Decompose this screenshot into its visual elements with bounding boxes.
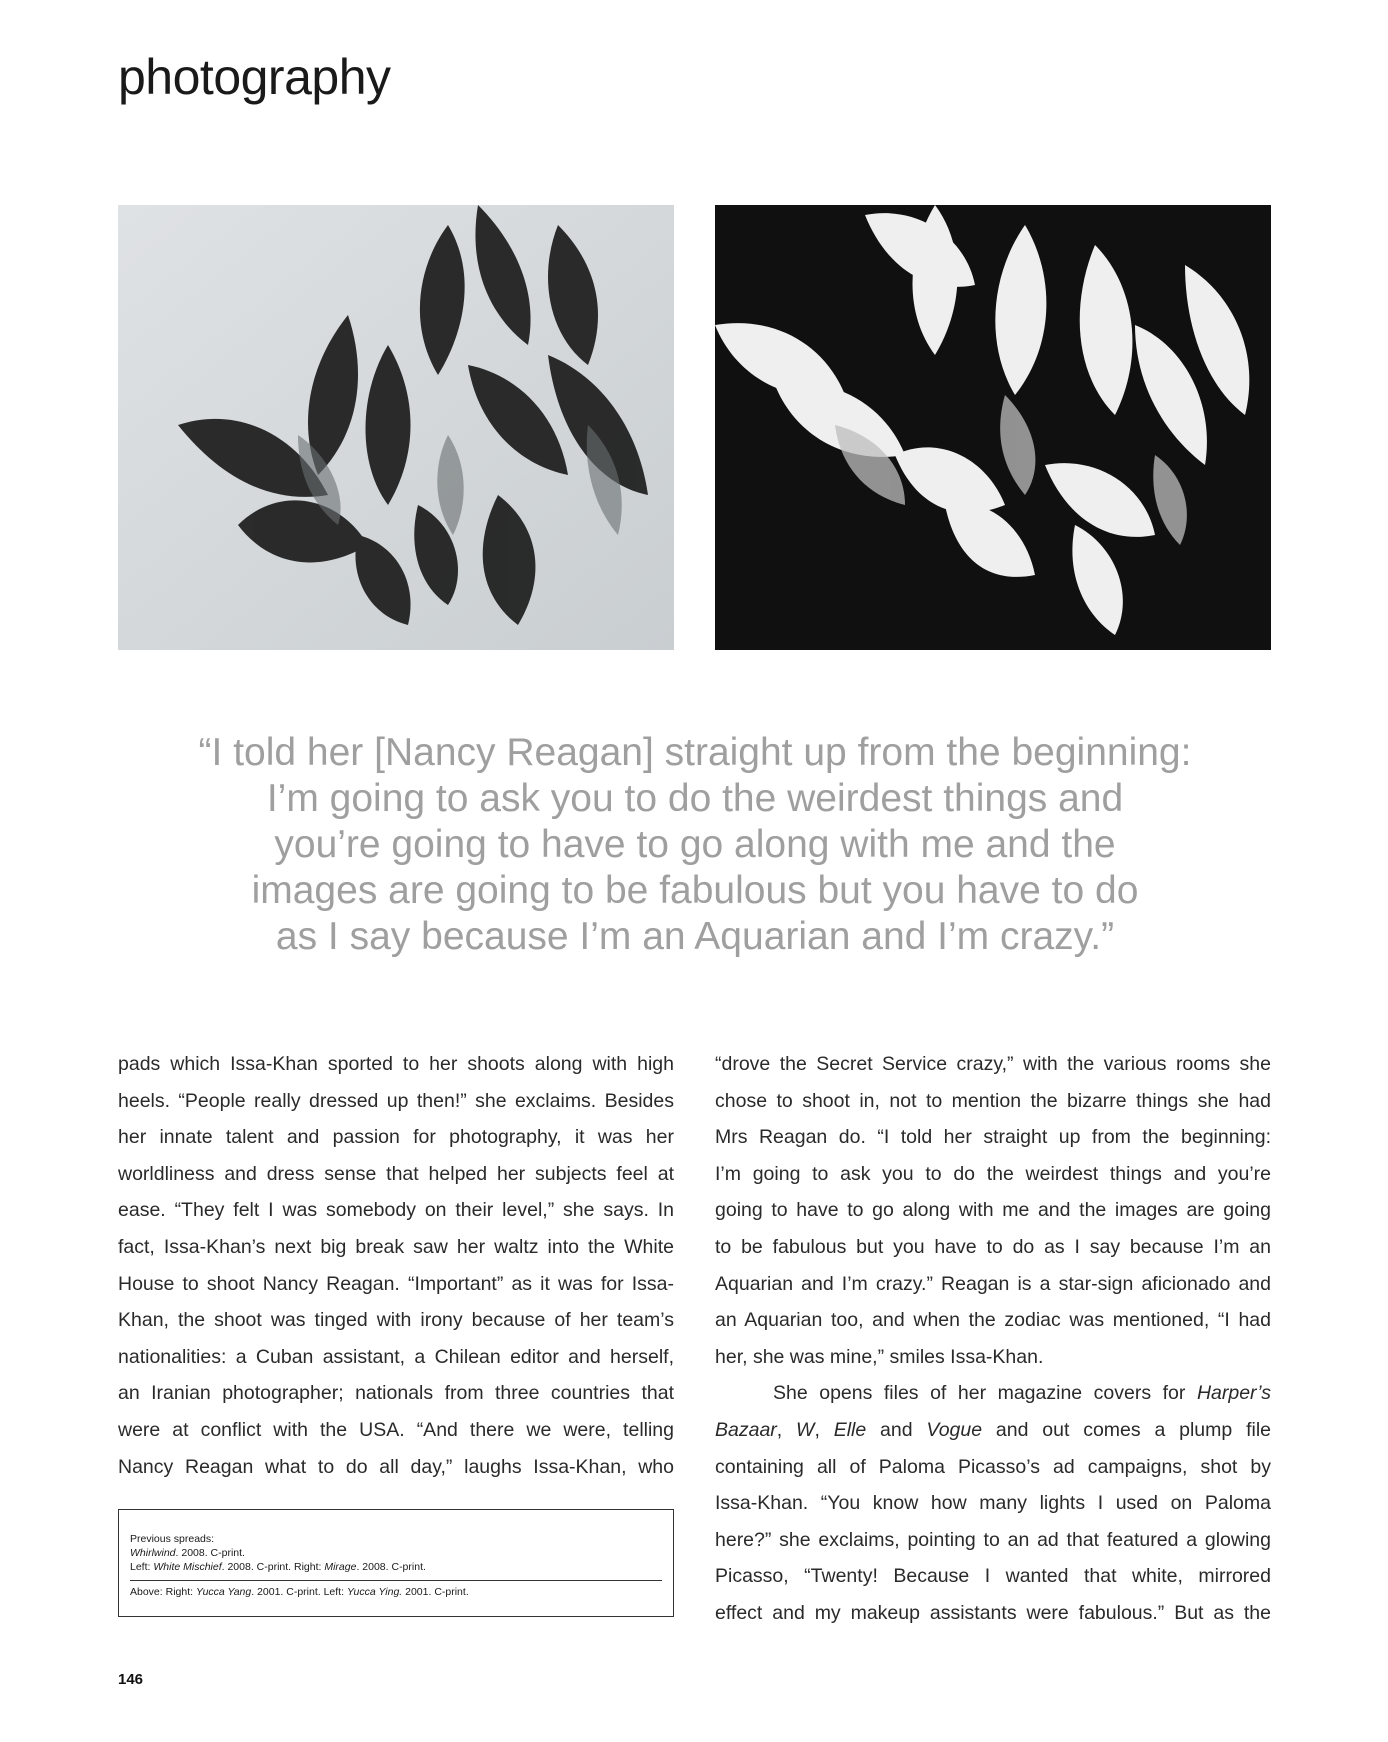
text-run: She opens files of her magazine covers for	[773, 1382, 1197, 1405]
body-text-line: Mrs Reagan do. “I told her straight up from the beginning:	[715, 1126, 1271, 1149]
text-run: Left:	[130, 1561, 154, 1573]
body-text-line: going to have to go along with me and the images are going	[715, 1199, 1271, 1222]
magazine-title: Bazaar	[715, 1418, 777, 1441]
artwork-title: Yucca Yang	[195, 1586, 252, 1598]
body-text-line: were at conflict with the USA. “And there we were, telling	[118, 1418, 674, 1441]
text-run: . 2008. C-print.	[175, 1547, 245, 1559]
body-text-line: an Aquarian too, and when the zodiac was mentioned, “I had	[715, 1309, 1271, 1332]
text-run: . 2008. C-print.	[356, 1561, 426, 1573]
text-run: Above: Right:	[130, 1586, 196, 1598]
text-run: ,	[814, 1418, 834, 1441]
caption-heading: Previous spreads:	[130, 1533, 215, 1545]
body-text-line: to be fabulous but you have to do as I say because I’m an	[715, 1235, 1271, 1258]
text-run: . 2001. C-print. Left:	[251, 1586, 347, 1598]
body-column-left	[118, 1046, 674, 1485]
body-text-line: heels. “People really dressed up then!” she exclaims. Besides	[118, 1089, 674, 1112]
body-text-line: effect and my makeup assistants were fabulous.” But as the	[715, 1601, 1271, 1624]
body-text-line: Khan, the shoot was tinged with irony because of her team’s	[118, 1309, 674, 1332]
pull-quote-line: “I told her [Nancy Reagan] straight up from the beginning:	[198, 731, 1192, 774]
artwork-title: Mirage	[324, 1561, 357, 1573]
body-text-line: Nancy Reagan what to do all day,” laughs Issa-Khan, who	[118, 1455, 674, 1478]
caption-line	[130, 1560, 662, 1574]
pull-quote-line: images are going to be fabulous but you have to do	[251, 869, 1139, 912]
pull-quote-line: I’m going to ask you to do the weirdest things and	[266, 777, 1124, 820]
body-text-line: her, she was mine,” smiles Issa-Khan.	[715, 1345, 1044, 1368]
flower-photo-left	[118, 205, 674, 650]
magazine-title: W	[796, 1418, 815, 1441]
body-text-line: containing all of Paloma Picasso’s ad campaigns, shot by	[715, 1455, 1271, 1478]
text-run: and out comes a plump file	[982, 1418, 1271, 1441]
artwork-title: Whirlwind	[130, 1547, 176, 1559]
pull-quote	[150, 730, 1240, 960]
body-text-line: “drove the Secret Service crazy,” with the various rooms she	[715, 1053, 1271, 1075]
body-text-line: an Iranian photographer; nationals from three countries that	[118, 1382, 674, 1405]
body-text-line: fact, Issa-Khan’s next big break saw her waltz into the White	[118, 1235, 674, 1258]
body-text-line: here?” she exclaims, pointing to an ad that featured a glowing	[715, 1528, 1271, 1551]
artwork-title: White Mischief	[153, 1561, 222, 1573]
text-run: and	[866, 1418, 927, 1441]
flower-photo-left-icon	[118, 205, 674, 650]
section-title: photography	[118, 49, 391, 105]
body-text-line: nationalities: a Cuban assistant, a Chilean editor and herself,	[118, 1345, 674, 1368]
body-text-line	[715, 1375, 1271, 1412]
body-text-line: pads which Issa-Khan sported to her shoots along with high	[118, 1053, 674, 1075]
artwork-title: Yucca Ying.	[346, 1586, 403, 1598]
text-run: . 2008. C-print. Right:	[221, 1561, 325, 1573]
magazine-title: Harper’s	[1196, 1382, 1271, 1405]
text-run: ,	[776, 1418, 797, 1441]
body-text-line: Issa-Khan. “You know how many lights I used on Paloma	[715, 1492, 1271, 1515]
pull-quote-line: as I say because I’m an Aquarian and I’m crazy.”	[275, 915, 1115, 958]
body-text-line	[715, 1412, 1271, 1449]
magazine-title: Elle	[833, 1418, 867, 1441]
flower-photo-right	[715, 205, 1271, 650]
text-run: 2001. C-print.	[402, 1586, 469, 1598]
body-text-line: I’m going to ask you to do the weirdest things and you’re	[715, 1162, 1271, 1185]
body-column-right	[715, 1046, 1271, 1632]
pull-quote-line: you’re going to have to go along with me and the	[274, 823, 1116, 866]
body-text-line: worldliness and dress sense that helped her subjects feel at	[118, 1162, 674, 1185]
body-text-line: ease. “They felt I was somebody on their level,” she says. In	[118, 1199, 674, 1222]
flower-photo-right-icon	[715, 205, 1271, 650]
caption-line	[130, 1546, 662, 1560]
body-text-line: chose to shoot in, not to mention the bizarre things she had	[715, 1089, 1271, 1112]
magazine-title: Vogue	[926, 1418, 983, 1441]
photo-caption-box	[118, 1509, 674, 1617]
caption-line	[130, 1585, 662, 1599]
body-text-line: Aquarian and I’m crazy.” Reagan is a star-sign aficionado and	[715, 1272, 1271, 1295]
page-number: 146	[118, 1671, 144, 1688]
body-text-line: her innate talent and passion for photography, it was her	[118, 1126, 674, 1149]
body-text-line: Picasso, “Twenty! Because I wanted that white, mirrored	[715, 1565, 1271, 1588]
body-text-line: House to shoot Nancy Reagan. “Important” as it was for Issa-	[118, 1272, 674, 1295]
caption-divider	[130, 1580, 662, 1581]
